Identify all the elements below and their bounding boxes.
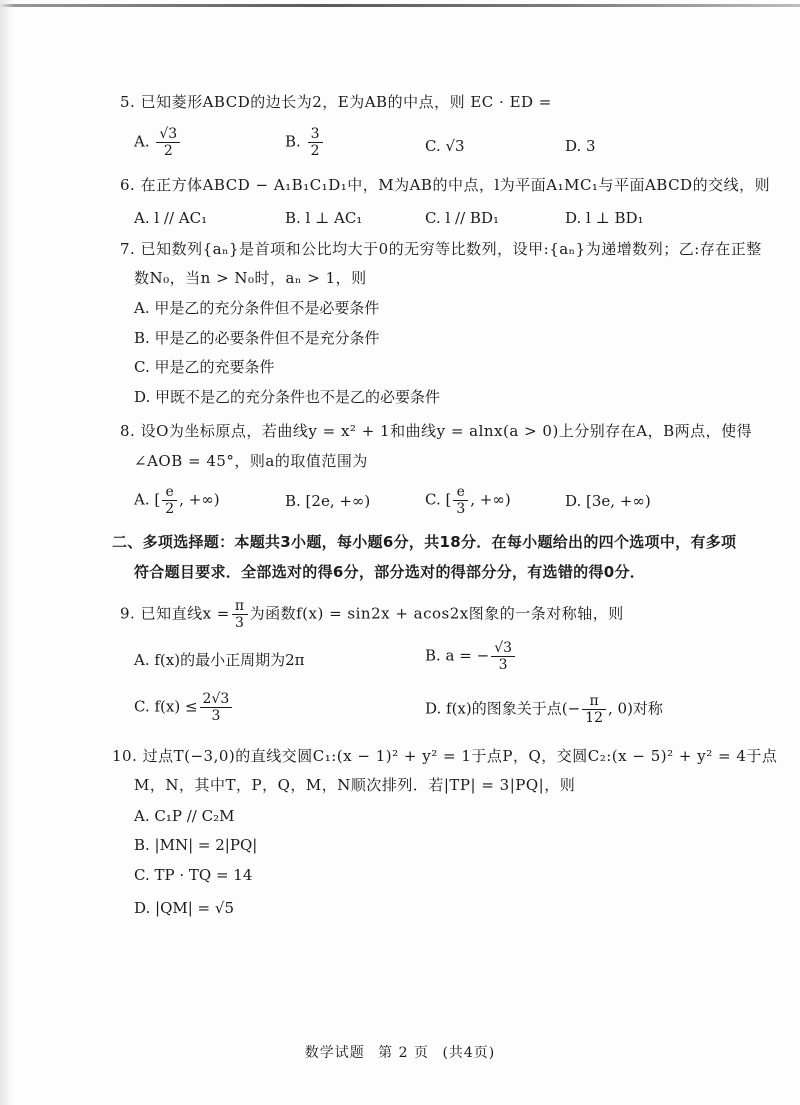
q9-stem-fraction [232,598,248,631]
section2-heading-line2: 符合题目要求．全部选对的得6分，部分选对的得部分分，有选错的得0分． [134,563,646,581]
q9-c-pre: C. f(x) ≤ [134,697,198,716]
q5-option-b [285,126,325,159]
q9-b-num: √3 [491,640,515,657]
q8-c-den: 3 [456,501,466,517]
q10-stem-line2: M，N，其中T，P，Q，M，N顺次排列．若|TP| = 3|PQ|，则 [134,776,576,794]
q5-stem: 5. 已知菱形ABCD的边长为2，E为AB的中点，则 EC · ED = [120,93,552,111]
q8-a-fraction [162,484,177,517]
q9-b-fraction [491,640,515,673]
q10-option-d: D. |QM| = √5 [134,899,234,917]
q7-option-b: B. 甲是乙的必要条件但不是充分条件 [134,329,380,347]
q7-stem-line1: 7. 已知数列{aₙ}是首项和公比均大于0的无穷等比数列，设甲:{aₙ}为递增数列；乙:存在正整 [120,240,762,258]
q7-stem-line2: 数N₀，当n > N₀时，aₙ > 1，则 [134,269,367,287]
q9-d-den: 12 [585,710,603,726]
q5-a-num: √3 [156,126,180,143]
footer-page-number: 第 2 页 [378,1045,429,1061]
q9-d-pre: D. f(x)的图象关于点(− [425,699,581,718]
q6-stem: 6. 在正方体ABCD − A₁B₁C₁D₁中，M为AB的中点，l为平面A₁MC₁与平面ABCD的交线，则 [120,176,771,194]
q5-b-label: B. [285,132,301,151]
q5-b-fraction [308,126,323,159]
q9-stem-post: 为函数f(x) = sin2x + acos2x图象的一条对称轴，则 [249,604,624,623]
q5-b-den: 2 [310,143,320,159]
q6-option-c: C. l // BD₁ [425,209,499,227]
q8-stem-line1: 8. 设O为坐标原点，若曲线y = x² + 1和曲线y = alnx(a > 0)上分别存在A，B两点，使得 [120,422,753,440]
q9-c-den: 3 [211,708,221,724]
q10-option-a: A. C₁P // C₂M [134,807,235,825]
q5-a-fraction [156,126,180,159]
q9-d-num: π [582,693,606,710]
q9-option-c [134,691,234,724]
q8-c-num: e [453,484,468,501]
q10-stem-line1: 10. 过点T(−3,0)的直线交圆C₁:(x − 1)² + y² = 1于点P，Q，交圆C₂:(x − 5)² + y² = 4于点 [112,747,778,765]
q5-a-label: A. [134,132,150,151]
q8-c-label: C. [ [425,490,452,509]
q9-d-fraction [582,693,606,726]
q5-option-d: D. 3 [565,137,596,155]
q8-option-c [425,484,511,517]
q9-stem-den: 3 [235,615,245,631]
q9-stem [120,598,624,631]
q9-c-fraction [200,691,233,724]
footer-total-pages: (共4页) [442,1045,496,1061]
q8-a-den: 2 [165,501,175,517]
q5-a-den: 2 [163,143,173,159]
q8-stem-line2: ∠AOB = 45°，则a的取值范围为 [134,452,368,470]
q8-option-a [134,484,220,517]
q5-b-num: 3 [308,126,323,143]
footer-subject: 数学试题 [304,1045,365,1061]
q8-c-tail: , +∞) [470,490,511,509]
q8-a-tail: , +∞) [179,490,220,509]
scan-shadow [0,0,14,1105]
q9-stem-pre: 9. 已知直线x = [120,604,230,623]
q8-option-d: D. [3e, +∞) [565,492,651,510]
q9-d-post: , 0)对称 [608,699,663,718]
q10-option-c: C. TP · TQ = 14 [134,866,253,884]
q8-a-label: A. [ [134,490,161,509]
q7-option-a: A. 甲是乙的充分条件但不是必要条件 [134,299,380,317]
q8-c-fraction [453,484,468,517]
q7-option-c: C. 甲是乙的充要条件 [134,358,275,376]
q6-option-b: B. l ⊥ AC₁ [285,209,363,227]
q10-option-b: B. |MN| = 2|PQ| [134,836,258,854]
section2-heading-line1: 二、多项选择题：本题共3小题，每小题6分，共18分．在每小题给出的四个选项中，有多项 [112,533,737,551]
scan-top-border [0,4,800,7]
q9-option-b [425,640,517,673]
q6-option-a: A. l // AC₁ [134,209,208,227]
q9-option-d [425,693,663,726]
q7-option-d: D. 甲既不是乙的充分条件也不是乙的必要条件 [134,388,441,406]
q9-stem-num: π [232,598,248,615]
q9-b-pre: B. a = − [425,646,490,665]
q5-option-c: C. √3 [425,137,465,155]
q5-option-a [134,126,182,159]
q9-c-num: 2√3 [200,691,233,708]
q8-a-num: e [162,484,177,501]
q6-option-d: D. l ⊥ BD₁ [565,209,644,227]
q9-b-den: 3 [498,657,508,673]
q9-option-a: A. f(x)的最小正周期为2π [134,651,305,669]
q8-option-b: B. [2e, +∞) [285,492,371,510]
page-footer [0,1042,800,1062]
